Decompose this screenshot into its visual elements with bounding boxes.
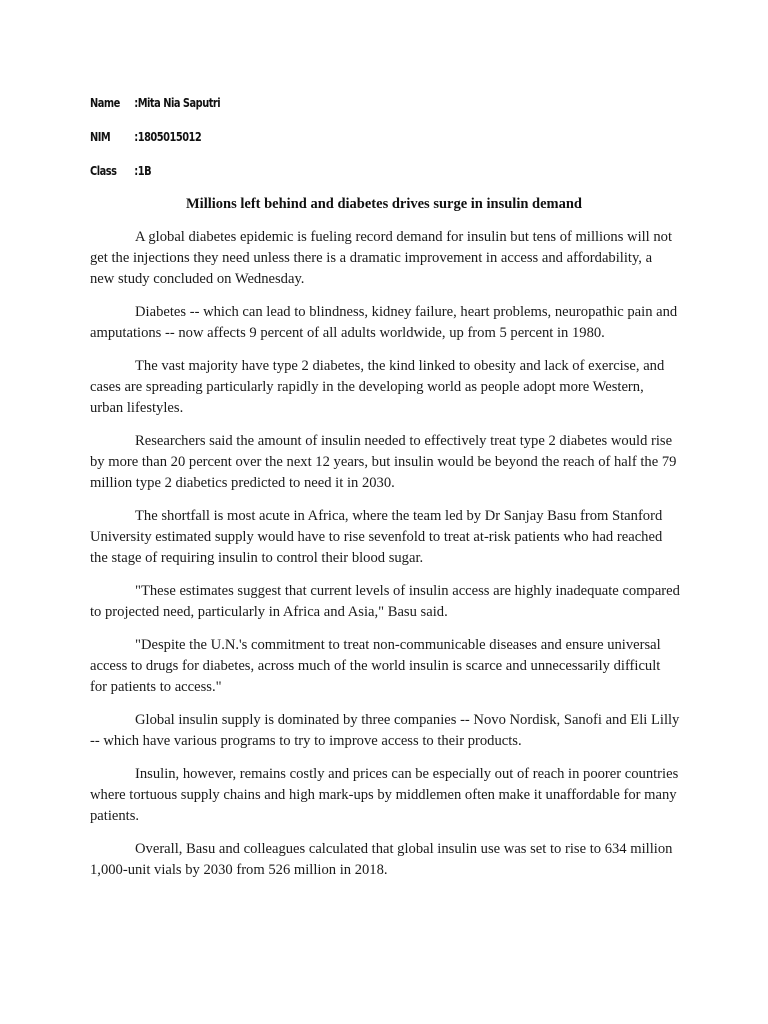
- paragraph: "These estimates suggest that current levels of insulin access are highly inadequate compared to projected need, particularly in Africa and Asia," Basu said.: [90, 583, 680, 620]
- paragraph: Global insulin supply is dominated by three companies -- Novo Nordisk, Sanofi and Eli Lilly -- which have various programs to try to improve access to their products.: [90, 712, 680, 749]
- nim-row: [90, 130, 201, 144]
- nim-label: NIM: [90, 130, 111, 144]
- paragraph: Researchers said the amount of insulin needed to effectively treat type 2 diabetes would rise by more than 20 percent over the next 12 years, but insulin would be beyond the reach of half the 79 million type 2 diabetics predicted to need it in 2030.: [90, 433, 677, 491]
- article-title: Millions left behind and diabetes drives surge in insulin demand: [185, 196, 582, 212]
- paragraph: The shortfall is most acute in Africa, where the team led by Dr Sanjay Basu from Stanford University estimated supply would have to rise sevenfold to treat at-risk patients who had reached the stage of requiring insulin to control their blood sugar.: [90, 508, 663, 566]
- class-value: :1B: [134, 164, 152, 178]
- class-label: Class: [90, 164, 117, 178]
- nim-value: :1805015012: [134, 130, 202, 144]
- name-value: :Mita Nia Saputri: [134, 96, 221, 110]
- paragraph: Insulin, however, remains costly and prices can be especially out of reach in poorer countries where tortuous supply chains and high mark-ups by middlemen often make it unaffordable for many patients.: [90, 766, 679, 824]
- paragraph: Diabetes -- which can lead to blindness, kidney failure, heart problems, neuropathic pain and amputations -- now affects 9 percent of all adults worldwide, up from 5 percent in 1980.: [90, 304, 678, 341]
- paragraph: The vast majority have type 2 diabetes, the kind linked to obesity and lack of exercise, and cases are spreading particularly rapidly in the developing world as people adopt more Western, urban lifestyles.: [90, 358, 665, 416]
- paragraph: "Despite the U.N.'s commitment to treat non-communicable diseases and ensure universal access to drugs for diabetes, across much of the world insulin is scarce and unnecessarily difficult for patients to access.": [90, 637, 661, 695]
- article-body: [90, 227, 680, 893]
- name-label: Name: [90, 96, 120, 110]
- paragraph: Overall, Basu and colleagues calculated that global insulin use was set to rise to 634 million 1,000-unit vials by 2030 from 526 million in 2018.: [90, 841, 673, 878]
- name-row: [90, 96, 220, 110]
- paragraph: A global diabetes epidemic is fueling record demand for insulin but tens of millions will not get the injections they need unless there is a dramatic improvement in access and affordability, a new study concluded on Wednesday.: [90, 229, 673, 287]
- class-row: [90, 164, 151, 178]
